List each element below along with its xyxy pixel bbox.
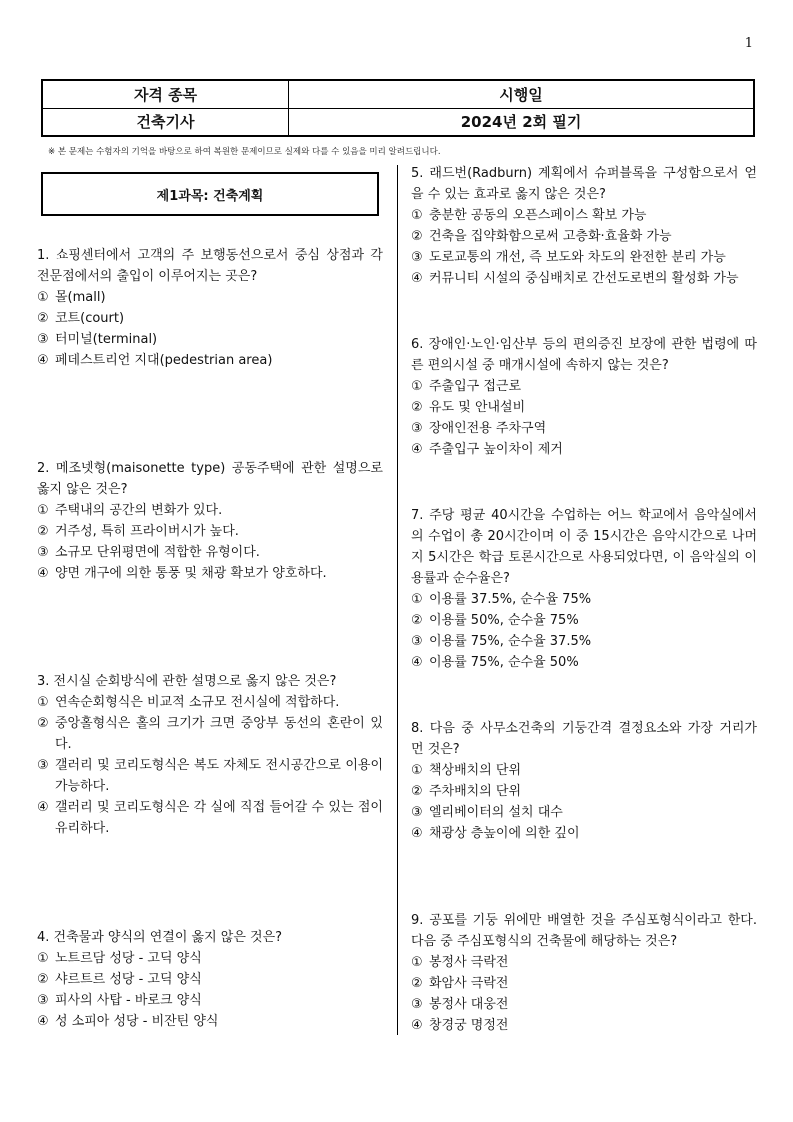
option-number: ① <box>411 955 423 970</box>
exam-subject-value: 건축기사 <box>42 108 289 136</box>
option-text: 양면 개구에 의한 통풍 및 채광 확보가 양호하다. <box>55 566 327 581</box>
question-stem: 8. 다음 중 사무소건축의 기둥간격 결정요소와 가장 거리가 먼 것은? <box>411 721 757 757</box>
option-text: 봉정사 극락전 <box>429 955 509 970</box>
option-number: ② <box>411 400 423 415</box>
option-text: 화암사 극락전 <box>429 976 509 991</box>
option-number: ② <box>411 613 423 628</box>
question-8 <box>411 718 757 844</box>
option-text: 창경궁 명정전 <box>429 1018 509 1033</box>
option-text: 이용률 50%, 순수율 75% <box>429 613 579 628</box>
option-3 <box>37 990 383 1011</box>
option-text: 이용률 75%, 순수율 37.5% <box>429 634 592 649</box>
option-number: ③ <box>37 993 49 1008</box>
option-number: ③ <box>411 805 423 820</box>
option-number: ④ <box>37 353 49 368</box>
option-3 <box>411 418 757 439</box>
option-text: 장애인전용 주차구역 <box>429 421 547 436</box>
option-1 <box>411 760 757 781</box>
column-divider <box>397 165 398 1035</box>
option-number: ③ <box>37 545 49 560</box>
option-text: 연속순회형식은 비교적 소규모 전시실에 적합하다. <box>55 695 340 710</box>
option-4 <box>37 563 383 584</box>
option-text: 주택내의 공간의 변화가 있다. <box>55 503 223 518</box>
option-3 <box>411 631 757 652</box>
option-2 <box>411 226 757 247</box>
question-stem: 5. 래드번(Radburn) 계획에서 슈퍼블록을 구성함으로서 얻을 수 있는 효과로 옳지 않은 것은? <box>411 166 757 202</box>
option-4 <box>411 823 757 844</box>
option-number: ④ <box>37 566 49 581</box>
question-3 <box>37 671 383 839</box>
option-number: ② <box>37 972 49 987</box>
option-2 <box>37 308 383 329</box>
option-number: ③ <box>37 758 49 773</box>
option-number: ① <box>37 695 49 710</box>
option-number: ② <box>37 311 49 326</box>
option-text: 충분한 공동의 오픈스페이스 확보 가능 <box>429 208 647 223</box>
option-3 <box>37 329 383 350</box>
question-1 <box>37 245 383 371</box>
option-text: 봉정사 대웅전 <box>429 997 509 1012</box>
option-number: ① <box>37 951 49 966</box>
option-text: 책상배치의 단위 <box>429 763 522 778</box>
option-text: 페데스트리언 지대(pedestrian area) <box>55 353 273 368</box>
option-1 <box>411 589 757 610</box>
option-text: 주출입구 높이차이 제거 <box>429 442 563 457</box>
option-3 <box>411 994 757 1015</box>
option-number: ③ <box>411 250 423 265</box>
page-number: 1 <box>744 36 753 51</box>
option-1 <box>411 205 757 226</box>
question-5 <box>411 163 757 289</box>
option-number: ② <box>411 229 423 244</box>
option-text: 노트르담 성당 - 고딕 양식 <box>55 951 202 966</box>
question-7 <box>411 505 757 673</box>
option-number: ③ <box>411 634 423 649</box>
option-number: ② <box>37 716 49 731</box>
option-2 <box>411 397 757 418</box>
option-text: 건축을 집약화함으로써 고층화·효율화 가능 <box>429 229 672 244</box>
question-stem: 1. 쇼핑센터에서 고객의 주 보행동선으로서 중심 상점과 각 전문점에서의 출입이 이루어지는 곳은? <box>37 248 383 284</box>
option-4 <box>411 439 757 460</box>
option-number: ① <box>37 290 49 305</box>
option-text: 성 소피아 성당 - 비잔틴 양식 <box>55 1014 219 1029</box>
option-text: 피사의 사탑 - 바로크 양식 <box>55 993 202 1008</box>
question-9 <box>411 910 757 1036</box>
option-text: 엘리베이터의 설치 대수 <box>429 805 563 820</box>
option-1 <box>37 500 383 521</box>
option-2 <box>37 713 383 755</box>
option-1 <box>37 948 383 969</box>
option-text: 코트(court) <box>55 311 125 326</box>
option-number: ④ <box>411 655 423 670</box>
option-4 <box>411 1015 757 1036</box>
option-text: 갤러리 및 코리도형식은 각 실에 직접 들어갈 수 있는 점이 유리하다. <box>55 800 383 836</box>
option-number: ③ <box>37 332 49 347</box>
option-4 <box>411 268 757 289</box>
question-stem: 6. 장애인·노인·임산부 등의 편의증진 보장에 관한 법령에 따른 편의시설 중 매개시설에 속하지 않는 것은? <box>411 337 757 373</box>
option-number: ① <box>411 763 423 778</box>
option-number: ③ <box>411 997 423 1012</box>
option-text: 이용률 75%, 순수율 50% <box>429 655 579 670</box>
disclaimer-notice: ※ 본 문제는 수험자의 기억을 바탕으로 하여 복원한 문제이므로 실제와 다를 수 있음을 미리 알려드립니다. <box>48 147 441 157</box>
option-text: 거주성, 특히 프라이버시가 높다. <box>55 524 239 539</box>
option-4 <box>37 797 383 839</box>
option-number: ③ <box>411 421 423 436</box>
option-1 <box>411 952 757 973</box>
option-2 <box>37 521 383 542</box>
question-stem: 4. 건축물과 양식의 연결이 옳지 않은 것은? <box>37 930 283 945</box>
option-number: ② <box>411 784 423 799</box>
option-1 <box>37 287 383 308</box>
option-2 <box>411 610 757 631</box>
option-4 <box>37 350 383 371</box>
question-6 <box>411 334 757 460</box>
option-text: 채광상 층높이에 의한 깊이 <box>429 826 580 841</box>
option-number: ① <box>411 379 423 394</box>
option-text: 터미널(terminal) <box>55 332 158 347</box>
option-4 <box>37 1011 383 1032</box>
option-number: ④ <box>411 826 423 841</box>
option-1 <box>37 692 383 713</box>
option-3 <box>37 542 383 563</box>
option-number: ④ <box>411 271 423 286</box>
exam-subject-label: 자격 종목 <box>42 80 289 108</box>
option-3 <box>411 802 757 823</box>
option-number: ④ <box>37 1014 49 1029</box>
question-stem: 9. 공포를 기둥 위에만 배열한 것을 주심포형식이라고 한다. 다음 중 주심포형식의 건축물에 해당하는 것은? <box>411 913 757 949</box>
option-text: 소규모 단위평면에 적합한 유형이다. <box>55 545 260 560</box>
option-text: 주출입구 접근로 <box>429 379 522 394</box>
option-text: 도로교통의 개선, 즉 보도와 차도의 완전한 분리 가능 <box>429 250 726 265</box>
option-number: ④ <box>37 800 49 815</box>
option-4 <box>411 652 757 673</box>
exam-date-value: 2024년 2회 필기 <box>289 108 754 136</box>
option-text: 커뮤니티 시설의 중심배치로 간선도로변의 활성화 가능 <box>429 271 739 286</box>
option-text: 유도 및 안내설비 <box>429 400 526 415</box>
option-text: 샤르트르 성당 - 고딕 양식 <box>55 972 202 987</box>
exam-date-label: 시행일 <box>289 80 754 108</box>
question-stem: 3. 전시실 순회방식에 관한 설명으로 옳지 않은 것은? <box>37 674 337 689</box>
option-number: ② <box>37 524 49 539</box>
subject-title: 제1과목: 건축계획 <box>41 172 379 216</box>
option-1 <box>411 376 757 397</box>
option-text: 주차배치의 단위 <box>429 784 522 799</box>
option-2 <box>411 781 757 802</box>
option-text: 몰(mall) <box>55 290 106 305</box>
option-number: ② <box>411 976 423 991</box>
option-number: ① <box>37 503 49 518</box>
option-text: 이용률 37.5%, 순수율 75% <box>429 592 592 607</box>
question-stem: 2. 메조넷형(maisonette type) 공동주택에 관한 설명으로 옳지 않은 것은? <box>37 461 383 497</box>
option-number: ④ <box>411 1018 423 1033</box>
option-number: ① <box>411 592 423 607</box>
exam-info-table <box>41 79 755 137</box>
option-2 <box>411 973 757 994</box>
option-number: ④ <box>411 442 423 457</box>
question-4 <box>37 927 383 1032</box>
option-3 <box>37 755 383 797</box>
question-2 <box>37 458 383 584</box>
option-3 <box>411 247 757 268</box>
option-text: 중앙홀형식은 홀의 크기가 크면 중앙부 동선의 혼란이 있다. <box>55 716 383 752</box>
question-stem: 7. 주당 평균 40시간을 수업하는 어느 학교에서 음악실에서의 수업이 총 20시간이며 이 중 15시간은 음악시간으로 나머지 5시간은 학급 토론시간으로 사용되었다면, 이 음악실의 이용률과 순수율은? <box>411 508 757 586</box>
option-2 <box>37 969 383 990</box>
option-number: ① <box>411 208 423 223</box>
option-text: 갤러리 및 코리도형식은 복도 자체도 전시공간으로 이용이 가능하다. <box>55 758 383 794</box>
